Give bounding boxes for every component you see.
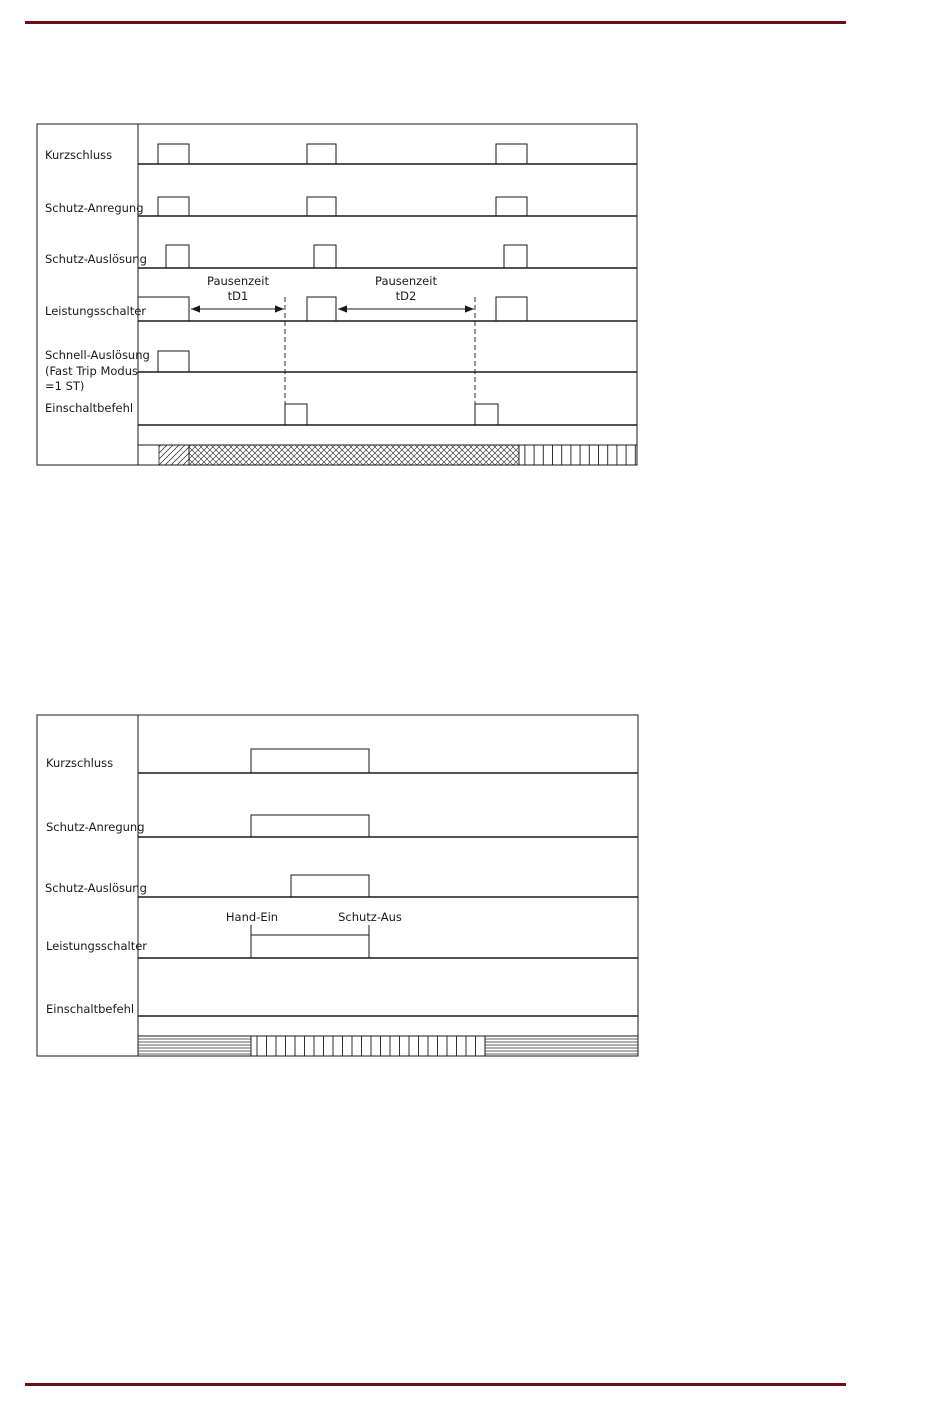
bottom-rule: [25, 1383, 846, 1386]
row-label-leistungsschalter: Leistungsschalter: [46, 939, 148, 953]
breaker-closed: [251, 935, 369, 958]
state-strip-hatch-horizontal-left: [138, 1036, 251, 1056]
row-label-schnell-ausloesung-line3: =1 ST): [45, 379, 85, 393]
row-label-einschaltbefehl: Einschaltbefehl: [46, 1002, 135, 1016]
state-strip-hatch-horizontal-right: [485, 1036, 638, 1056]
annotation-schutz-aus: Schutz-Aus: [338, 910, 402, 924]
annotation-pausenzeit-1: Pausenzeit: [207, 274, 269, 288]
row-label-schutz-ausloesung: Schutz-Auslösung: [45, 252, 147, 266]
row-label-kurzschluss: Kurzschluss: [45, 148, 113, 162]
state-strip-hatch-vertical: [251, 1036, 485, 1056]
row-label-einschaltbefehl: Einschaltbefehl: [45, 401, 134, 415]
pulse-anregung: [251, 815, 369, 837]
annotation-td1: tD1: [227, 289, 249, 303]
row-label-kurzschluss: Kurzschluss: [46, 756, 114, 770]
row-labels: [45, 756, 147, 1016]
annotation-td2: tD2: [395, 289, 417, 303]
pulse-ausloesung: [291, 875, 369, 897]
row-label-schutz-ausloesung: Schutz-Auslösung: [45, 881, 147, 895]
pulse-kurzschluss: [251, 749, 369, 773]
row-label-schutz-anregung: Schutz-Anregung: [46, 820, 145, 834]
row-label-schnell-ausloesung-line2: (Fast Trip Modus: [45, 364, 138, 378]
row-label-leistungsschalter: Leistungsschalter: [45, 304, 147, 318]
row-label-schutz-anregung: Schutz-Anregung: [45, 201, 144, 215]
annotation-hand-ein: Hand-Ein: [225, 910, 279, 924]
row-label-schnell-ausloesung: Schnell-Auslösung: [45, 348, 150, 362]
annotation-pausenzeit-2: Pausenzeit: [375, 274, 437, 288]
